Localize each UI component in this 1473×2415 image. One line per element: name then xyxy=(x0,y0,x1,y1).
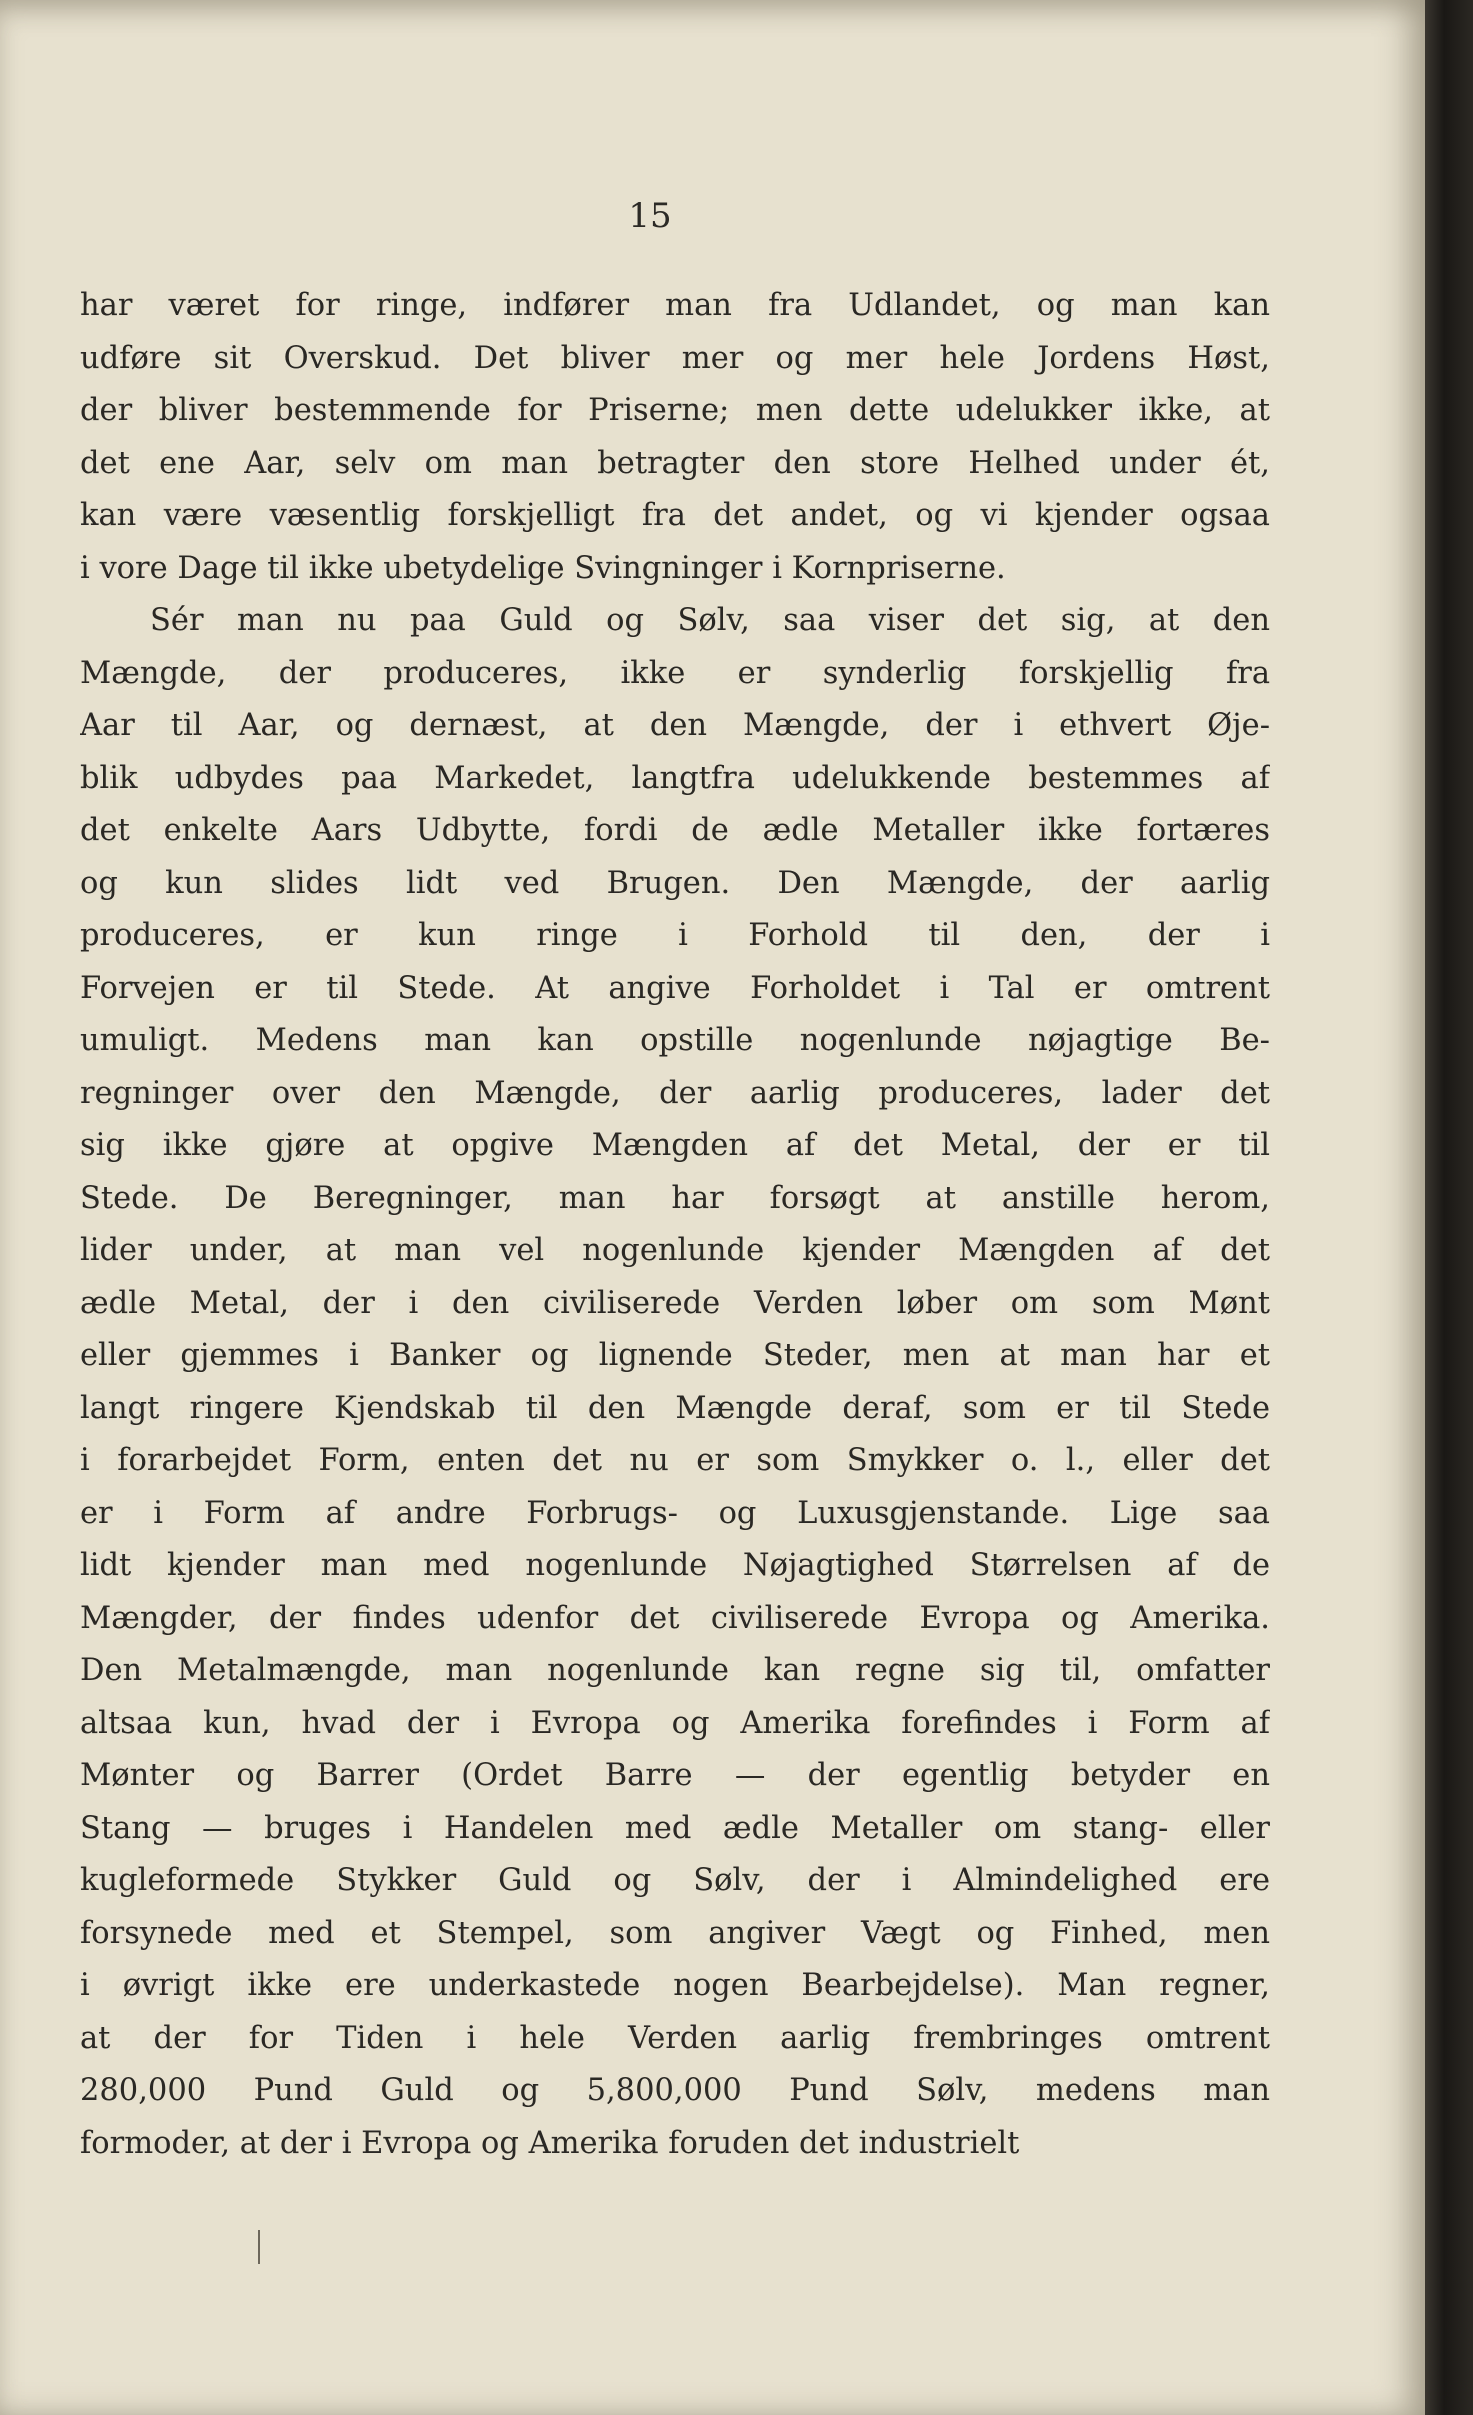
text-line: og kun slides lidt ved Brugen. Den Mængde, der aarlig xyxy=(80,865,1270,901)
book-spine-edge xyxy=(1425,0,1473,2415)
text-line: ædle Metal, der i den civiliserede Verden løber om som Mønt xyxy=(80,1285,1270,1321)
text-line: har været for ringe, indfører man fra Udlandet, og man kan xyxy=(80,288,1270,323)
stray-ink-mark xyxy=(258,2230,260,2264)
text-line: i forarbejdet Form, enten det nu er som Smykker o. l., eller det xyxy=(80,1443,1270,1478)
text-line: i øvrigt ikke ere underkastede nogen Bearbejdelse). Man regner, xyxy=(80,1968,1270,2003)
text-line: Stede. De Beregninger, man har forsøgt at anstille herom, xyxy=(80,1180,1270,1216)
text-line: det enkelte Aars Udbytte, fordi de ædle Metaller ikke fortæres xyxy=(80,813,1270,848)
text-line: lider under, at man vel nogenlunde kjender Mængden af det xyxy=(80,1233,1270,1268)
text-line: det ene Aar, selv om man betragter den store Helhed under ét, xyxy=(80,445,1270,481)
text-line: umuligt. Medens man kan opstille nogenlunde nøjagtige Be- xyxy=(80,1023,1270,1058)
text-line: altsaa kun, hvad der i Evropa og Amerika forefindes i Form af xyxy=(80,1705,1270,1741)
text-line: der bliver bestemmende for Priserne; men dette udelukker ikke, at xyxy=(80,393,1270,428)
text-line: produceres, er kun ringe i Forhold til den, der i xyxy=(80,918,1270,953)
text-line: Mængde, der produceres, ikke er synderlig forskjellig fra xyxy=(80,655,1270,691)
text-line: formoder, at der i Evropa og Amerika foruden det industrielt xyxy=(80,2125,1020,2161)
text-line: kan være væsentlig forskjelligt fra det andet, og vi kjender ogsaa xyxy=(80,498,1270,533)
text-line: Mønter og Barrer (Ordet Barre — der egentlig betyder en xyxy=(80,1758,1270,1793)
text-line: eller gjemmes i Banker og lignende Steder, men at man har et xyxy=(80,1338,1270,1373)
text-line: Sér man nu paa Guld og Sølv, saa viser det sig, at den xyxy=(150,603,1270,638)
body-text xyxy=(80,280,1270,2170)
text-line: i vore Dage til ikke ubetydelige Svingninger i Kornpriserne. xyxy=(80,550,1006,586)
text-line: lidt kjender man med nogenlunde Nøjagtighed Størrelsen af de xyxy=(80,1548,1270,1583)
text-line: blik udbydes paa Markedet, langtfra udelukkende bestemmes af xyxy=(80,760,1270,796)
page-number: 15 xyxy=(628,196,672,236)
text-line: Aar til Aar, og dernæst, at den Mængde, der i ethvert Øje- xyxy=(80,708,1270,743)
text-line: Stang — bruges i Handelen med ædle Metaller om stang- eller xyxy=(80,1810,1270,1846)
text-line: 280,000 Pund Guld og 5,800,000 Pund Sølv, medens man xyxy=(80,2073,1270,2108)
text-line: Forvejen er til Stede. At angive Forholdet i Tal er omtrent xyxy=(80,970,1270,1006)
text-line: forsynede med et Stempel, som angiver Vægt og Finhed, men xyxy=(80,1915,1270,1951)
text-line: langt ringere Kjendskab til den Mængde deraf, som er til Stede xyxy=(80,1390,1270,1426)
text-line: regninger over den Mængde, der aarlig produceres, lader det xyxy=(80,1075,1270,1111)
text-line: Mængder, der findes udenfor det civiliserede Evropa og Amerika. xyxy=(80,1600,1270,1636)
text-line: er i Form af andre Forbrugs- og Luxusgjenstande. Lige saa xyxy=(80,1495,1270,1531)
text-line: sig ikke gjøre at opgive Mængden af det Metal, der er til xyxy=(80,1128,1270,1163)
text-line: kugleformede Stykker Guld og Sølv, der i Almindelighed ere xyxy=(80,1863,1270,1898)
text-line: at der for Tiden i hele Verden aarlig frembringes omtrent xyxy=(80,2020,1270,2056)
text-line: udføre sit Overskud. Det bliver mer og mer hele Jordens Høst, xyxy=(80,340,1270,376)
text-line: Den Metalmængde, man nogenlunde kan regne sig til, omfatter xyxy=(80,1653,1270,1688)
